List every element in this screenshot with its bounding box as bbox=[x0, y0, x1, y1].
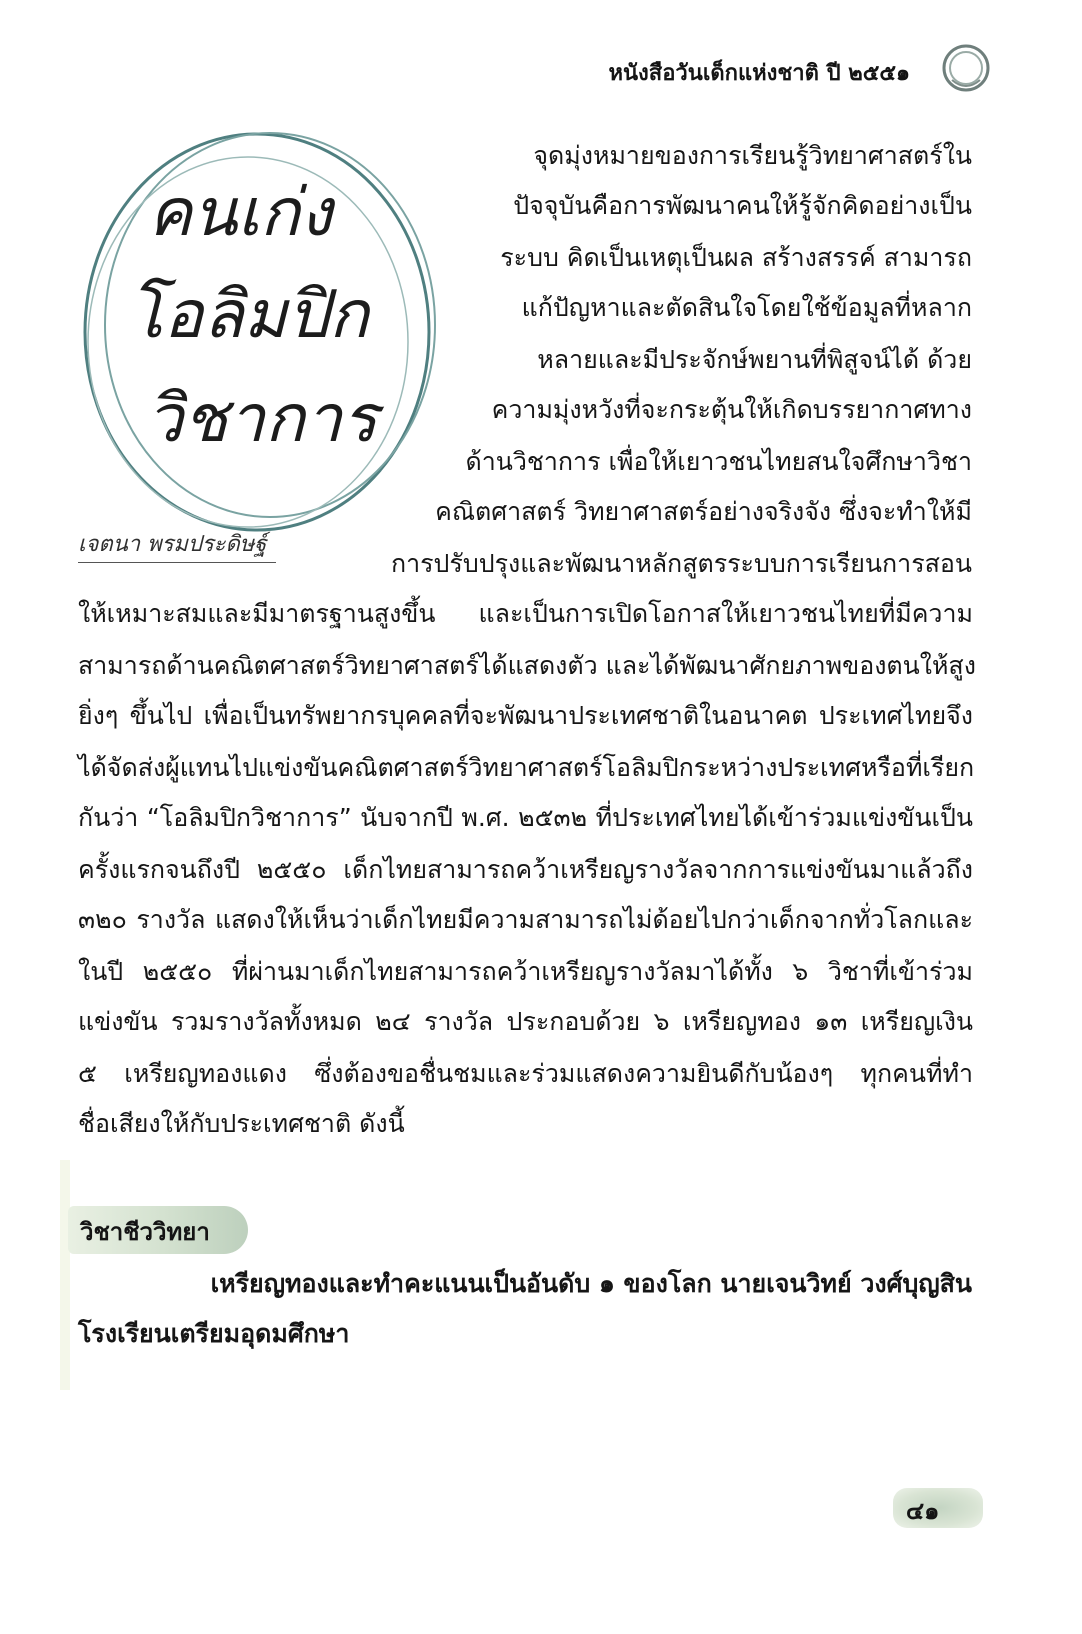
article-title-line-1: คนเก่ง bbox=[148, 174, 333, 251]
body-line: ๕ เหรียญทองแดง ซึ่งต้องขอชื่นชมและร่วมแสดงความยินดีกับน้องๆ ทุกคนที่ทำ bbox=[78, 1059, 973, 1088]
body-line: แก้ปัญหาและตัดสินใจโดยใช้ข้อมูลที่หลาก bbox=[521, 293, 972, 322]
body-line: ชื่อเสียงให้กับประเทศชาติ ดังนี้ bbox=[78, 1109, 405, 1138]
body-line: แข่งขัน รวมรางวัลทั้งหมด ๒๔ รางวัล ประกอบด้วย ๖ เหรียญทอง ๑๓ เหรียญเงิน bbox=[78, 1007, 973, 1036]
section-line: โรงเรียนเตรียมอุดมศึกษา bbox=[78, 1319, 350, 1348]
body-line: ให้เหมาะสมและมีมาตรฐานสูงขึ้น และเป็นการเปิดโอกาสให้เยาวชนไทยที่มีความ bbox=[78, 599, 973, 628]
body-line: ความมุ่งหวังที่จะกระตุ้นให้เกิดบรรยากาศทาง bbox=[491, 395, 972, 424]
body-line: ๓๒๐ รางวัล แสดงให้เห็นว่าเด็กไทยมีความสามารถไม่ด้อยไปกว่าเด็กจากทั่วโลกและ bbox=[78, 905, 973, 934]
section-heading: วิชาชีววิทยา bbox=[80, 1218, 210, 1246]
author-byline: เจตนา พรมประดิษฐ์ bbox=[78, 532, 267, 557]
body-line: ปัจจุบันคือการพัฒนาคนให้รู้จักคิดอย่างเป็น bbox=[513, 191, 972, 220]
body-line: จุดมุ่งหมายของการเรียนรู้วิทยาศาสตร์ใน bbox=[533, 141, 972, 170]
body-line: ได้จัดส่งผู้แทนไปแข่งขันคณิตศาสตร์วิทยาศาสตร์โอลิมปิกระหว่างประเทศหรือที่เรียก bbox=[78, 753, 975, 782]
page-number: ๔๑ bbox=[906, 1497, 940, 1525]
body-line: ยิ่งๆ ขึ้นไป เพื่อเป็นทรัพยากรบุคคลที่จะพัฒนาประเทศชาติในอนาคต ประเทศไทยจึง bbox=[78, 701, 973, 730]
body-line: หลายและมีประจักษ์พยานที่พิสูจน์ได้ ด้วย bbox=[537, 345, 972, 374]
section-line: เหรียญทองและทำคะแนนเป็นอันดับ ๑ ของโลก นายเจนวิทย์ วงศ์บุญสิน bbox=[210, 1269, 972, 1298]
body-line: ระบบ คิดเป็นเหตุเป็นผล สร้างสรรค์ สามารถ bbox=[500, 243, 972, 272]
body-line: การปรับปรุงและพัฒนาหลักสูตรระบบการเรียนการสอน bbox=[390, 549, 972, 578]
body-line: สามารถด้านคณิตศาสตร์วิทยาศาสตร์ได้แสดงตัว และได้พัฒนาศักยภาพของตนให้สูง bbox=[78, 651, 976, 680]
body-line: คณิตศาสตร์ วิทยาศาสตร์อย่างจริงจัง ซึ่งจะทำให้มี bbox=[435, 497, 972, 526]
author-underline bbox=[78, 562, 276, 563]
article-title-line-3: วิชาการ bbox=[146, 380, 378, 457]
decorative-ring-icon bbox=[938, 40, 994, 96]
margin-shade bbox=[60, 1160, 70, 1390]
running-header: หนังสือวันเด็กแห่งชาติ ปี ๒๕๕๑ bbox=[608, 61, 910, 86]
body-line: ครั้งแรกจนถึงปี ๒๕๕๐ เด็กไทยสามารถคว้าเหรียญรางวัลจากการแข่งขันมาแล้วถึง bbox=[78, 855, 973, 884]
body-line: ในปี ๒๕๕๐ ที่ผ่านมาเด็กไทยสามารถคว้าเหรียญรางวัลมาได้ทั้ง ๖ วิชาที่เข้าร่วม bbox=[78, 957, 973, 986]
article-title-line-2: โอลิมปิก bbox=[128, 276, 369, 353]
body-line: ด้านวิชาการ เพื่อให้เยาวชนไทยสนใจศึกษาวิชา bbox=[465, 447, 972, 476]
body-line: กันว่า “โอลิมปิกวิชาการ” นับจากปี พ.ศ. ๒๕๓๒ ที่ประเทศไทยได้เข้าร่วมแข่งขันเป็น bbox=[78, 803, 973, 832]
